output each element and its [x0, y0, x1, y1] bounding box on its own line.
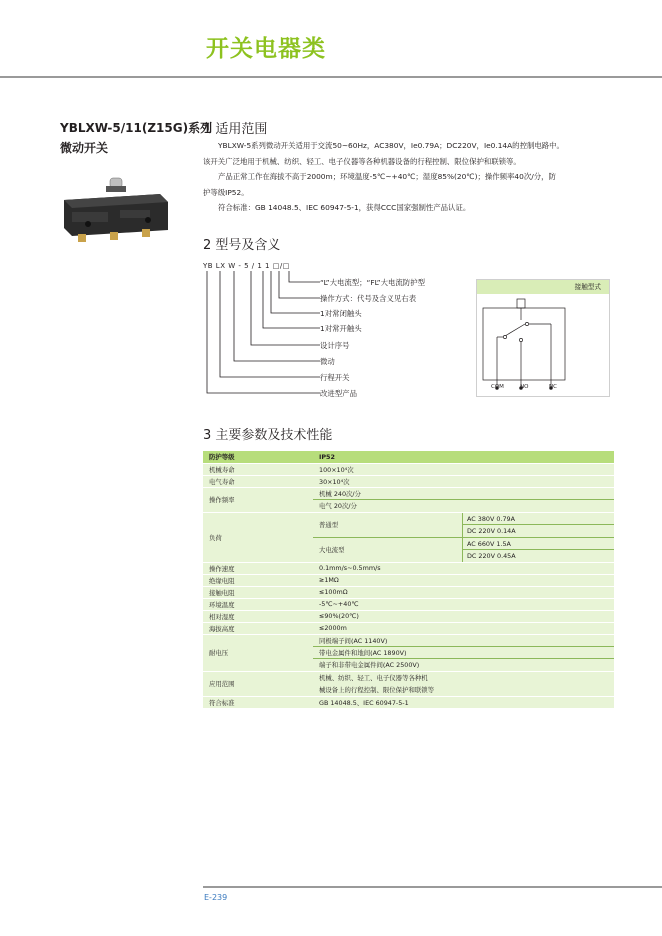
table-row — [203, 586, 614, 598]
row-value: DC 220V 0.14A — [467, 526, 516, 535]
row-key: 操作速度 — [203, 562, 313, 574]
scope-para-2: 该开关广泛地用于机械、纺织、轻工、电子仪器等各种机器设备的行程控制、限位保护和联锁等。 — [203, 156, 521, 166]
row-value: 100×10⁴次 — [313, 463, 614, 475]
contact-type-diagram — [476, 279, 610, 397]
table-row — [203, 622, 614, 634]
product-title-line1: YBLXW-5/11(Z15G)系列 — [60, 121, 213, 135]
row-key: 相对湿度 — [203, 610, 313, 622]
row-value: 械设备上的行程控制、限位保护和联锁等 — [319, 685, 435, 694]
table-row — [203, 562, 614, 574]
spec-table — [203, 451, 614, 709]
table-row — [203, 598, 614, 610]
row-value: AC 380V 0.79A — [463, 513, 614, 525]
row-value: 带电金属件和地间(AC 1890V) — [313, 647, 614, 659]
model-label-4: 1对常开触头 — [320, 324, 362, 333]
product-title-line2: 微动开关 — [60, 141, 109, 155]
model-label-8: 改进型产品 — [320, 389, 357, 398]
row-value: AC 660V 1.5A — [463, 538, 614, 550]
model-label-1: “L”大电流型；“FL”大电流防护型 — [320, 278, 425, 287]
row-value: ≤2000m — [313, 622, 614, 634]
micro-switch-photo-icon — [60, 172, 172, 246]
page-number: E-239 — [204, 893, 228, 902]
table-row — [203, 671, 614, 696]
product-title — [60, 118, 212, 158]
row-value: 机械、纺织、轻工、电子仪器等各种机 — [319, 673, 428, 682]
table-row — [203, 475, 614, 487]
section-heading-params: 3 主要参数及技术性能 — [203, 428, 333, 443]
row-key: 防护等级 — [203, 451, 313, 463]
terminal-com-label: COM — [491, 384, 504, 390]
model-code: YB LX W - 5 / 1 1 □/□ — [203, 262, 290, 270]
model-label-2: 操作方式：代号及含义见右表 — [320, 294, 417, 303]
contact-type-header: 接触型式 — [477, 280, 609, 294]
row-key: 操作频率 — [203, 487, 313, 512]
section-heading-scope: 1 适用范围 — [203, 122, 268, 137]
table-row — [203, 487, 614, 512]
terminal-no-label: NO — [520, 384, 529, 390]
row-value: ≥1MΩ — [313, 574, 614, 586]
row-value: ≤100mΩ — [313, 586, 614, 598]
terminal-nc-label: NC — [549, 384, 557, 390]
row-key: 符合标准 — [203, 696, 313, 708]
model-label-6: 微动 — [320, 357, 335, 366]
row-key: 机械寿命 — [203, 463, 313, 475]
model-label-3: 1对常闭触头 — [320, 309, 362, 318]
row-value: ≤90%(20℃) — [313, 610, 614, 622]
model-designation-lines — [200, 268, 320, 398]
load-type-large: 大电流型 — [313, 538, 463, 562]
table-row — [203, 634, 614, 671]
row-key: 接触电阻 — [203, 586, 313, 598]
row-value: IP52 — [313, 451, 614, 463]
scope-para-4: 符合标准：GB 14048.5、IEC 60947-5-1，获得CCC国家强制性产品认证。 — [218, 203, 471, 213]
category-title: 开关电器类 — [206, 36, 326, 62]
row-key: 应用范围 — [203, 671, 313, 696]
load-type-normal: 普通型 — [313, 513, 463, 537]
table-row — [203, 574, 614, 586]
row-key: 海拔高度 — [203, 622, 313, 634]
table-row — [203, 512, 614, 562]
row-key: 环境温度 — [203, 598, 313, 610]
row-value: 端子和非带电金属件间(AC 2500V) — [319, 660, 420, 669]
row-value: DC 220V 0.45A — [467, 551, 516, 560]
row-value: GB 14048.5、IEC 60947-5-1 — [313, 696, 614, 708]
table-row — [203, 451, 614, 463]
scope-para-1: YBLXW-5系列微动开关适用于交流50~60Hz，AC380V，Ie0.79A；DC220V，Ie0.14A的控制电路中。 — [218, 141, 564, 150]
table-row — [203, 463, 614, 475]
table-row — [203, 610, 614, 622]
scope-para-3a: 产品正常工作在海拔不高于2000m；环境温度-5℃~+40℃；湿度85%(20℃)；操作频率40次/分，防 — [218, 172, 556, 182]
row-value: -5℃~+40℃ — [313, 598, 614, 610]
scope-text — [203, 138, 643, 216]
scope-para-3b: 护等级IP52。 — [203, 187, 249, 197]
footer-divider — [203, 886, 662, 888]
row-key: 绝缘电阻 — [203, 574, 313, 586]
row-value: 30×10⁴次 — [313, 475, 614, 487]
row-value: 同极端子间(AC 1140V) — [313, 635, 614, 647]
row-key: 耐电压 — [203, 634, 313, 671]
row-value: 0.1mm/s~0.5mm/s — [313, 562, 614, 574]
header-divider — [0, 76, 662, 78]
model-label-7: 行程开关 — [320, 373, 350, 382]
section-heading-model: 2 型号及含义 — [203, 238, 281, 253]
row-value: 机械 240次/分 — [313, 488, 614, 500]
row-key: 电气寿命 — [203, 475, 313, 487]
row-key: 负荷 — [203, 512, 313, 562]
table-row — [203, 696, 614, 708]
contact-schematic-icon — [477, 294, 609, 396]
model-label-5: 设计序号 — [320, 341, 350, 350]
row-value: 电气 20次/分 — [319, 501, 357, 510]
